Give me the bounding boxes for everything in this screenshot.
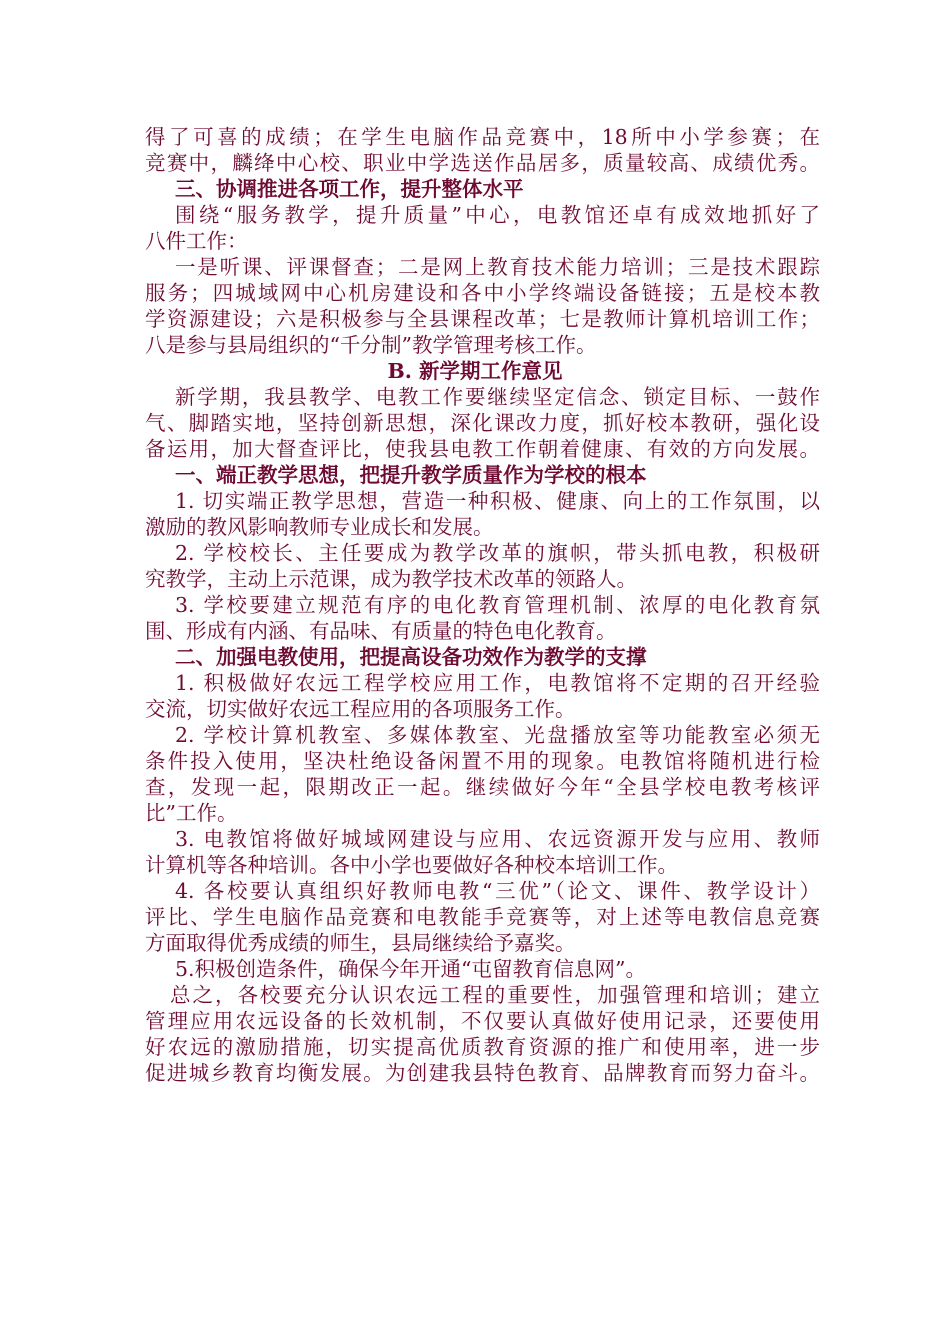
paragraph-line: 一是听课、评课督查；二是网上教育技术能力培训；三是技术跟踪 <box>175 255 820 279</box>
paragraph-line: 4. 各校要认真组织好教师电教“三优”（论文、课件、教学设计） <box>175 879 820 903</box>
section-heading: 一、端正教学思想，把提升教学质量作为学校的根本 <box>175 463 647 487</box>
paragraph-line: 3. 电教馆将做好城域网建设与应用、农远资源开发与应用、教师 <box>175 827 820 851</box>
paragraph-line: 围绕“服务教学，提升质量”中心，电教馆还卓有成效地抓好了 <box>175 203 820 227</box>
paragraph-line: 1. 积极做好农远工程学校应用工作，电教馆将不定期的召开经验 <box>175 671 820 695</box>
paragraph-line: 2. 学校校长、主任要成为教学改革的旗帜，带头抓电教，积极研 <box>175 541 820 565</box>
paragraph-line: 服务；四城域网中心机房建设和各中小学终端设备链接；五是校本教 <box>145 281 820 305</box>
paragraph-line: 2. 学校计算机教室、多媒体教室、光盘播放室等功能教室必须无 <box>175 723 820 747</box>
paragraph-line: 条件投入使用，坚决杜绝设备闲置不用的现象。电教馆将随机进行检 <box>145 749 820 773</box>
paragraph-line: 1. 切实端正教学思想，营造一种积极、健康、向上的工作氛围，以 <box>175 489 820 513</box>
paragraph-line: 管理应用农远设备的长效机制，不仅要认真做好使用记录，还要使用 <box>145 1009 820 1033</box>
paragraph-line: 激励的教风影响教师专业成长和发展。 <box>145 515 494 539</box>
paragraph-line: 交流，切实做好农远工程应用的各项服务工作。 <box>145 697 576 721</box>
paragraph-line: 八件工作： <box>145 229 248 253</box>
paragraph-line: 比”工作。 <box>145 801 238 825</box>
paragraph-line: 得了可喜的成绩；在学生电脑作品竞赛中，18所中小学参赛；在 <box>145 125 820 149</box>
paragraph-line: 促进城乡教育均衡发展。为创建我县特色教育、品牌教育而努力奋斗。 <box>145 1061 820 1085</box>
paragraph-line: 5.积极创造条件，确保今年开通“屯留教育信息网”。 <box>175 957 647 981</box>
paragraph-line: 气、脚踏实地，坚持创新思想，深化课改力度，抓好校本教研，强化设 <box>145 411 820 435</box>
paragraph-line: 好农远的激励措施，切实提高优质教育资源的推广和使用率，进一步 <box>145 1035 820 1059</box>
paragraph-line: 备运用，加大督查评比，使我县电教工作朝着健康、有效的方向发展。 <box>145 437 820 461</box>
section-heading: 二、加强电教使用，把提高设备功效作为教学的支撑 <box>175 645 647 669</box>
paragraph-line: 围、形成有内涵、有品味、有质量的特色电化教育。 <box>145 619 617 643</box>
paragraph-line: 3. 学校要建立规范有序的电化教育管理机制、浓厚的电化教育氛 <box>175 593 820 617</box>
paragraph-line: 查，发现一起，限期改正一起。继续做好今年“全县学校电教考核评 <box>145 775 820 799</box>
paragraph-line: 评比、学生电脑作品竞赛和电教能手竞赛等，对上述等电教信息竞赛 <box>145 905 820 929</box>
paragraph-line: 新学期，我县教学、电教工作要继续坚定信念、锁定目标、一鼓作 <box>175 385 820 409</box>
paragraph-line: 究教学，主动上示范课，成为教学技术改革的领路人。 <box>145 567 637 591</box>
section-title: B. 新学期工作意见 <box>387 359 563 383</box>
paragraph-line: 计算机等各种培训。各中小学也要做好各种校本培训工作。 <box>145 853 678 877</box>
paragraph-line: 竞赛中，麟绛中心校、职业中学选送作品居多，质量较高、成绩优秀。 <box>145 151 820 175</box>
section-heading: 三、协调推进各项工作，提升整体水平 <box>175 177 524 201</box>
paragraph-line: 方面取得优秀成绩的师生，县局继续给予嘉奖。 <box>145 931 576 955</box>
paragraph-line: 学资源建设；六是积极参与全县课程改革；七是教师计算机培训工作； <box>145 307 820 331</box>
paragraph-line: 八是参与县局组织的“千分制”教学管理考核工作。 <box>145 333 597 357</box>
paragraph-line: 总之，各校要充分认识农远工程的重要性，加强管理和培训；建立 <box>170 983 820 1007</box>
